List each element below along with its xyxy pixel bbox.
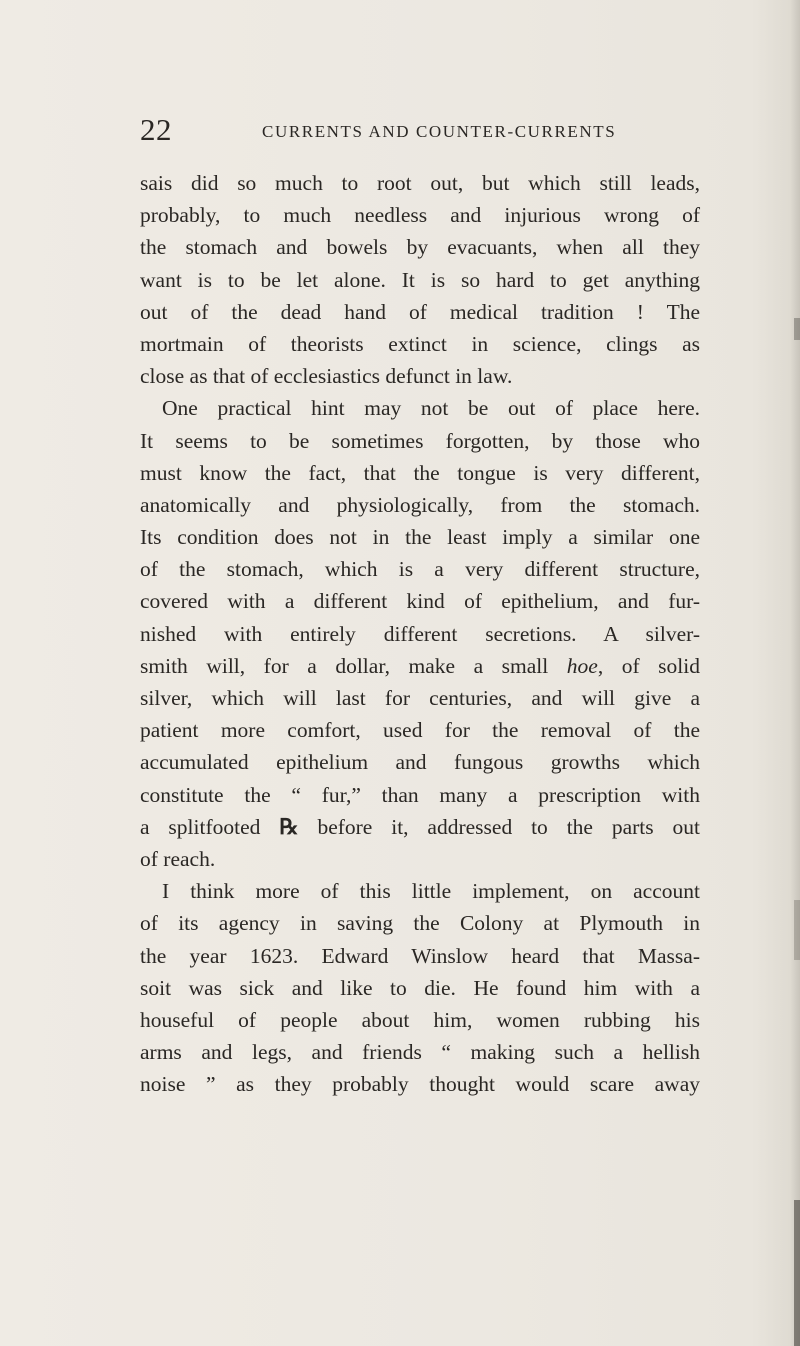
text-line: I think more of this little implement, on account xyxy=(162,879,700,904)
page-edge-mark xyxy=(794,900,800,960)
text-fragment: a splitfooted xyxy=(140,814,280,839)
text-line xyxy=(140,650,700,682)
prescription-symbol: ℞ xyxy=(279,814,299,839)
text-line: soit was sick and like to die. He found him with a xyxy=(140,975,700,1000)
page-number: 22 xyxy=(140,112,172,147)
text-line: of reach. xyxy=(140,846,216,871)
page-edge-mark xyxy=(794,1200,800,1346)
text-line: One practical hint may not be out of place here. xyxy=(162,396,700,421)
text-line: constitute the “ fur,” than many a prescription with xyxy=(140,782,700,807)
text-line: nished with entirely different secretions. A silver- xyxy=(140,621,700,646)
text-line: must know the fact, that the tongue is very different, xyxy=(140,460,700,485)
text-line: close as that of ecclesiastics defunct in law. xyxy=(140,364,513,389)
text-fragment: , of solid xyxy=(597,653,700,678)
text-line: the year 1623. Edward Winslow heard that Massa- xyxy=(140,943,700,968)
text-line: the stomach and bowels by evacuants, when all they xyxy=(140,235,700,260)
text-line: out of the dead hand of medical tradition ! The xyxy=(140,299,700,324)
text-line: patient more comfort, used for the removal of the xyxy=(140,718,700,743)
text-line xyxy=(140,811,700,843)
text-line: covered with a different kind of epithelium, and fur- xyxy=(140,589,700,614)
text-line: sais did so much to root out, but which still leads, xyxy=(140,171,700,195)
text-line: mortmain of theorists extinct in science, clings as xyxy=(140,331,700,356)
text-line: of its agency in saving the Colony at Plymouth in xyxy=(140,911,700,936)
text-line: silver, which will last for centuries, and will give a xyxy=(140,686,700,710)
text-line: probably, to much needless and injurious wrong of xyxy=(140,203,700,228)
text-line: of the stomach, which is a very different structure, xyxy=(140,557,700,582)
page-header xyxy=(140,112,700,148)
page-edge-mark xyxy=(794,318,800,340)
text-line: anatomically and physiologically, from the stomach. xyxy=(140,492,700,517)
text-line: arms and legs, and friends “ making such a hellish xyxy=(140,1040,700,1065)
text-line: noise ” as they probably thought would scare away xyxy=(140,1072,700,1097)
italic-word: hoe xyxy=(566,653,598,678)
page-edge-shadow xyxy=(790,0,800,1346)
text-line: Its condition does not in the least imply a similar one xyxy=(140,525,700,550)
body-text xyxy=(140,167,700,1100)
text-line: It seems to be sometimes forgotten, by those who xyxy=(140,428,700,453)
text-line: want is to be let alone. It is so hard to get anything xyxy=(140,267,700,292)
text-line: accumulated epithelium and fungous growths which xyxy=(140,750,700,775)
text-fragment: smith will, for a dollar, make a small xyxy=(140,653,567,678)
text-fragment: before it, addressed to the parts out xyxy=(298,814,700,839)
text-line: houseful of people about him, women rubbing his xyxy=(140,1007,700,1032)
running-head: CURRENTS AND COUNTER-CURRENTS xyxy=(262,122,617,141)
